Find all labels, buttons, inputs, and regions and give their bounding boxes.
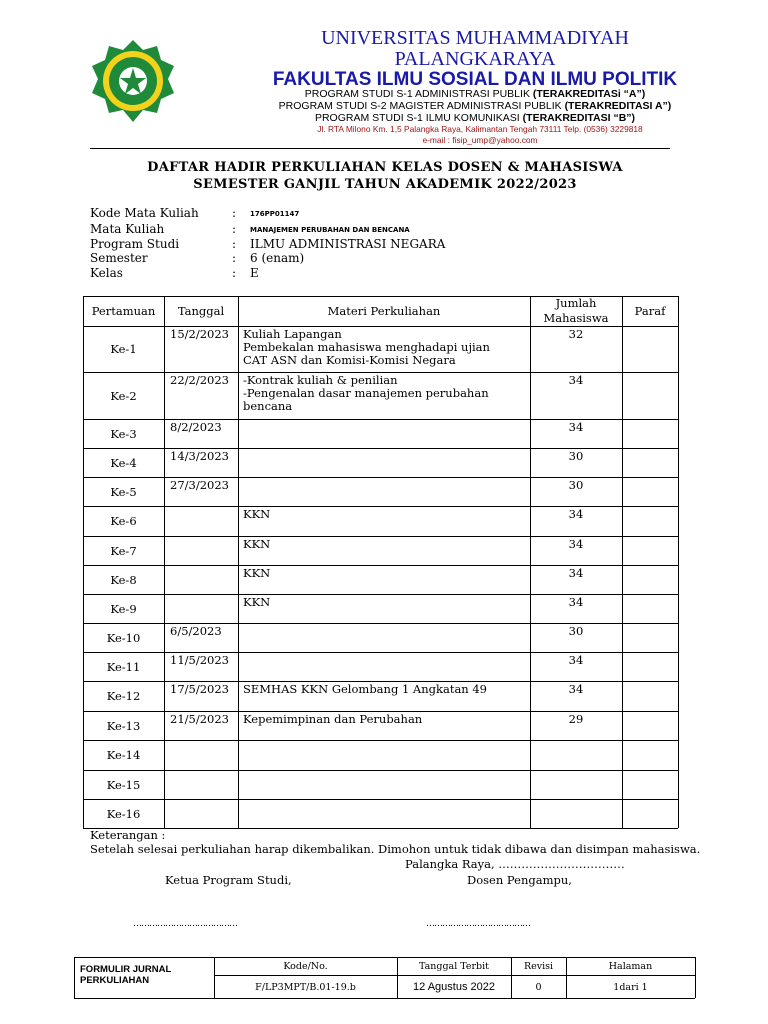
signature-place-date: Palangka Raya, …………………………… [405, 857, 625, 871]
meeting-number: Ke-10 [106, 630, 141, 645]
program-line-2 [200, 100, 750, 112]
info-colon: : [232, 206, 237, 220]
meeting-topic: SEMHAS KKN Gelombang 1 Angkatan 49 [243, 682, 487, 696]
document-subtitle: SEMESTER GANJIL TAHUN AKADEMIK 2022/2023 [193, 177, 577, 192]
table-rule [83, 565, 678, 566]
student-count: 30 [568, 449, 584, 463]
document-title: DAFTAR HADIR PERKULIAHAN KELAS DOSEN & MAHASISWA [147, 160, 623, 175]
program-name: PROGRAM STUDI S-2 MAGISTER ADMINISTRASI PUBLIK [278, 100, 565, 112]
meeting-topic: KKN [243, 566, 271, 580]
program-name: PROGRAM STUDI S-1 ADMINISTRASI PUBLIK [304, 88, 533, 100]
head-of-program-signature-line: ………………………………… [133, 919, 237, 929]
meeting-date: 21/5/2023 [170, 712, 229, 726]
header-paraf: Paraf [634, 304, 666, 318]
table-rule [83, 799, 678, 800]
table-rule [83, 536, 678, 537]
table-rule [83, 506, 678, 507]
revisi-label: Revisi [523, 961, 554, 972]
info-colon: : [232, 266, 237, 280]
meeting-number: Ke-12 [106, 689, 141, 703]
meeting-date: 8/2/2023 [170, 420, 222, 434]
meeting-number: Ke-8 [110, 572, 137, 587]
meeting-topic: Pembekalan mahasiswa menghadapi ujian [243, 340, 490, 354]
program-line-3 [200, 112, 750, 124]
tanggal-terbit-value: 12 Agustus 2022 [413, 981, 495, 993]
meeting-number: Ke-16 [106, 806, 141, 821]
kode-label: Kode/No. [283, 961, 328, 972]
info-value: ILMU ADMINISTRASI NEGARA [250, 237, 446, 251]
lecturer-signature-line: ………………………………… [426, 919, 530, 929]
student-count: 34 [568, 566, 584, 580]
meeting-topic: KKN [243, 507, 271, 521]
student-count: 30 [568, 624, 584, 638]
table-rule [83, 594, 678, 595]
info-value: 176PP01147 [250, 210, 300, 218]
university-name [200, 28, 750, 70]
student-count: 30 [568, 478, 584, 492]
meeting-number: Ke-4 [110, 455, 137, 470]
halaman-label: Halaman [608, 961, 653, 972]
meeting-number: Ke-7 [110, 543, 137, 558]
table-rule [622, 296, 623, 828]
student-count: 32 [568, 327, 584, 341]
meeting-topic: bencana [243, 399, 293, 413]
meeting-date: 27/3/2023 [170, 478, 229, 492]
meeting-number: Ke-6 [110, 514, 137, 528]
faculty-email: e-mail : fisip_ump@yahoo.com [422, 135, 538, 145]
accreditation: (TERAKREDITASi “A”) [532, 88, 646, 100]
meeting-date: 22/2/2023 [170, 373, 229, 387]
table-rule [238, 296, 239, 828]
faculty-name: FAKULTAS ILMU SOSIAL DAN ILMU POLITIK [272, 69, 678, 90]
meeting-topic: KKN [243, 537, 271, 551]
info-value: E [250, 266, 259, 280]
info-label: Kelas [90, 266, 123, 280]
faculty-address: Jl. RTA Milono Km. 1,5 Palangka Raya, Kalimantan Tengah 73111 Telp. (0536) 3229818 [317, 124, 643, 134]
student-count: 34 [568, 507, 584, 521]
header-divider [90, 148, 670, 149]
form-name-line-2: PERKULIAHAN [80, 975, 150, 986]
meeting-topic: KKN [243, 595, 271, 609]
table-rule [83, 770, 678, 771]
info-colon: : [232, 222, 237, 236]
info-value: MANAJEMEN PERUBAHAN DAN BENCANA [250, 226, 410, 234]
meeting-number: Ke-1 [110, 342, 137, 356]
student-count: 34 [568, 537, 584, 551]
meeting-number: Ke-3 [110, 426, 137, 441]
table-rule [678, 296, 679, 828]
meeting-number: Ke-13 [106, 718, 141, 733]
university-city: PALANGKARAYA [394, 48, 556, 70]
program-line-1 [200, 88, 750, 100]
program-name: PROGRAM STUDI S-1 ILMU KOMUNIKASI [314, 112, 523, 124]
info-label: Semester [90, 251, 148, 265]
meeting-topic: CAT ASN dan Komisi-Komisi Negara [243, 353, 456, 367]
table-rule [164, 296, 165, 828]
meeting-number: Ke-2 [110, 388, 137, 403]
meeting-date: 6/5/2023 [170, 624, 222, 638]
table-rule [83, 740, 678, 741]
accreditation: (TERAKREDITASI “B”) [522, 112, 636, 124]
student-count: 34 [568, 373, 584, 387]
meeting-topic: -Pengenalan dasar manajemen perubahan [243, 386, 489, 400]
university-seal-logo [90, 38, 176, 124]
revisi-value: 0 [535, 982, 542, 993]
meeting-topic: Kepemimpinan dan Perubahan [243, 712, 423, 726]
university-title: UNIVERSITAS MUHAMMADIYAH [321, 27, 629, 49]
meeting-date: 11/5/2023 [170, 653, 229, 667]
meeting-number: Ke-14 [106, 748, 141, 762]
meeting-date: 14/3/2023 [170, 449, 229, 463]
header-pertemuan: Pertamuan [91, 304, 156, 318]
notes-label: Keterangan : [90, 828, 166, 842]
info-colon: : [232, 251, 237, 265]
accreditation: (TERAKREDITASI A”) [564, 100, 672, 112]
table-rule [83, 828, 678, 829]
info-value: 6 (enam) [250, 251, 305, 265]
meeting-date: 15/2/2023 [170, 327, 229, 341]
header-materi: Materi Perkuliahan [327, 304, 441, 318]
kode-value: F/LP3MPT/B.01-19.b [255, 982, 356, 993]
header-mahasiswa: Mahasiswa [543, 311, 609, 325]
info-label: Kode Mata Kuliah [90, 206, 199, 220]
student-count: 34 [568, 682, 584, 696]
student-count: 34 [568, 420, 584, 434]
form-name-line-1: FORMULIR JURNAL [80, 964, 172, 975]
meeting-number: Ke-15 [106, 777, 141, 792]
tanggal-terbit-label: Tanggal Terbit [419, 961, 489, 972]
header-tanggal: Tanggal [177, 304, 225, 318]
info-label: Program Studi [90, 237, 180, 251]
student-count: 34 [568, 653, 584, 667]
meeting-number: Ke-5 [110, 484, 137, 499]
lecturer-label: Dosen Pengampu, [467, 873, 572, 887]
info-colon: : [232, 237, 237, 251]
meeting-number: Ke-9 [110, 601, 137, 616]
header-jumlah: Jumlah [555, 296, 597, 310]
notes-text: Setelah selesai perkuliahan harap dikembalikan. Dimohon untuk tidak dibawa dan disimpan mahasiswa. [90, 842, 701, 856]
student-count: 29 [568, 712, 584, 726]
meeting-date: 17/5/2023 [170, 682, 229, 696]
meeting-topic: Kuliah Lapangan [243, 327, 342, 341]
meeting-topic: -Kontrak kuliah & penilian [243, 373, 398, 387]
info-label: Mata Kuliah [90, 222, 165, 236]
meeting-number: Ke-11 [106, 659, 141, 674]
student-count: 34 [568, 595, 584, 609]
halaman-value: 1dari 1 [613, 982, 648, 993]
head-of-program-label: Ketua Program Studi, [165, 873, 292, 887]
